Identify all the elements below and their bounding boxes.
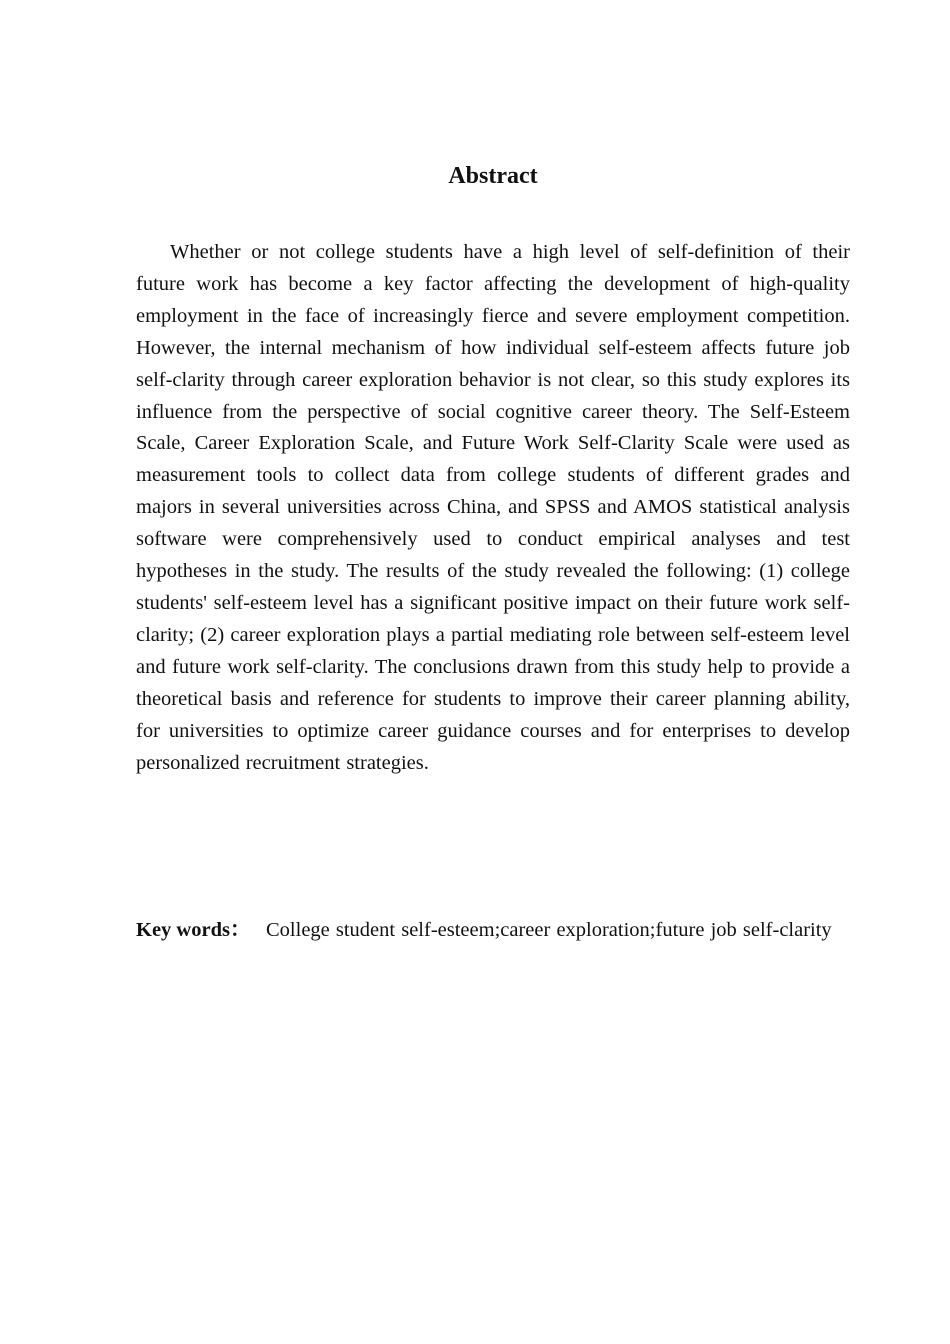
keywords-label: Key words： (136, 919, 251, 941)
abstract-title: Abstract (448, 163, 538, 189)
abstract-paragraph: Whether or not college students have a high level of self-definition of their future work has become a key factor affecting the development of high-quality employment in the face of increasingly fierce and severe employment competition. However, the internal mechanism of how individual self-esteem affects future job self-clarity through career exploration behavior is not clear, so this study explores its influence from the perspective of social cognitive career theory. The Self-Esteem Scale, Career Exploration Scale, and Future Work Self-Clarity Scale were used as measurement tools to collect data from college students of different grades and majors in several universities across China, and SPSS and AMOS statistical analysis software were comprehensively used to conduct empirical analyses and test hypotheses in the study. The results of the study revealed the following: (1) college students' self-esteem level has a significant positive impact on their future work self-clarity; (2) career exploration plays a partial mediating role between self-esteem level and future work self-clarity. The conclusions drawn from this study help to provide a theoretical basis and reference for students to improve their career planning ability, for universities to optimize career guidance courses and for enterprises to develop personalized recruitment strategies. (136, 241, 850, 774)
keywords-text: College student self-esteem;career exploration;future job self-clarity (266, 919, 832, 941)
keywords-block (136, 914, 850, 946)
